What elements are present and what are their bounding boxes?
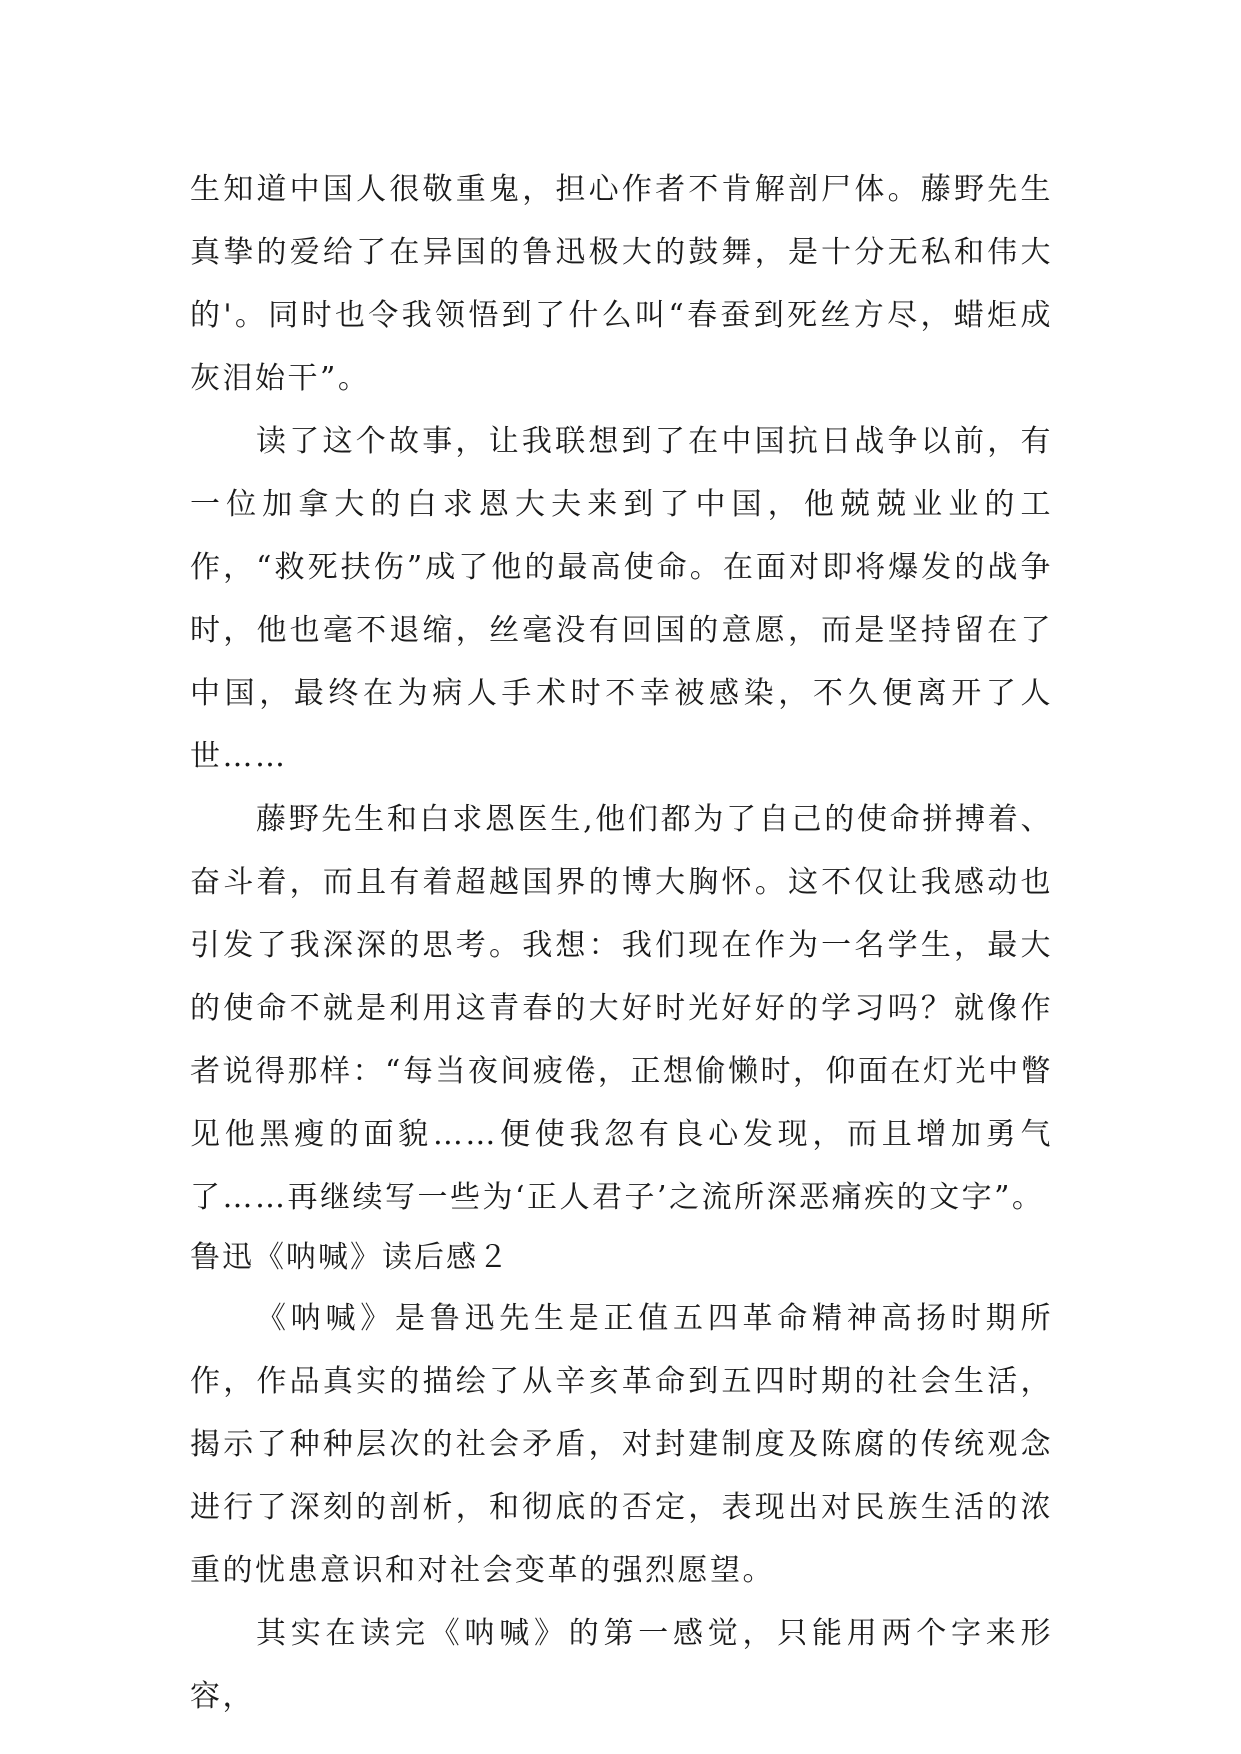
- body-paragraph: 《呐喊》是鲁迅先生是正值五四革命精神高扬时期所作，作品真实的描绘了从辛亥革命到五四时期的社会生活，揭示了种种层次的社会矛盾，对封建制度及陈腐的传统观念进行了深刻的剖析，和彻底的否定，表现出对民族生活的浓重的忧患意识和对社会变革的强烈愿望。: [190, 1301, 1053, 1588]
- section-heading: 鲁迅《呐喊》读后感２: [190, 1240, 510, 1275]
- body-paragraph: 藤野先生和白求恩医生,他们都为了自己的使命拼搏着、奋斗着，而且有着超越国界的博大胸怀。这不仅让我感动也引发了我深深的思考。我想：我们现在作为一名学生，最大的使命不就是利用这青春的大好时光好好的学习吗？就像作者说得那样：“每当夜间疲倦，正想偷懒时，仰面在灯光中瞥见他黑瘦的面貌……便使我忽有良心发现，而且增加勇气了……再继续写一些为‘正人君子’之流所深恶痛疾的文字”。: [190, 802, 1053, 1215]
- body-paragraph: 生知道中国人很敬重鬼，担心作者不肯解剖尸体。藤野先生真挚的爱给了在异国的鲁迅极大的鼓舞，是十分无私和伟大的'。同时也令我领悟到了什么叫“春蚕到死丝方尽，蜡炬成灰泪始干”。: [190, 172, 1053, 396]
- body-paragraph: 读了这个故事，让我联想到了在中国抗日战争以前，有一位加拿大的白求恩大夫来到了中国，他兢兢业业的工作，“救死扶伤”成了他的最高使命。在面对即将爆发的战争时，他也毫不退缩，丝毫没有回国的意愿，而是坚持留在了中国，最终在为病人手术时不幸被感染，不久便离开了人世……: [190, 424, 1053, 774]
- body-paragraph: 其实在读完《呐喊》的第一感觉，只能用两个字来形容，: [190, 1616, 1053, 1714]
- document-page: [190, 158, 1053, 1728]
